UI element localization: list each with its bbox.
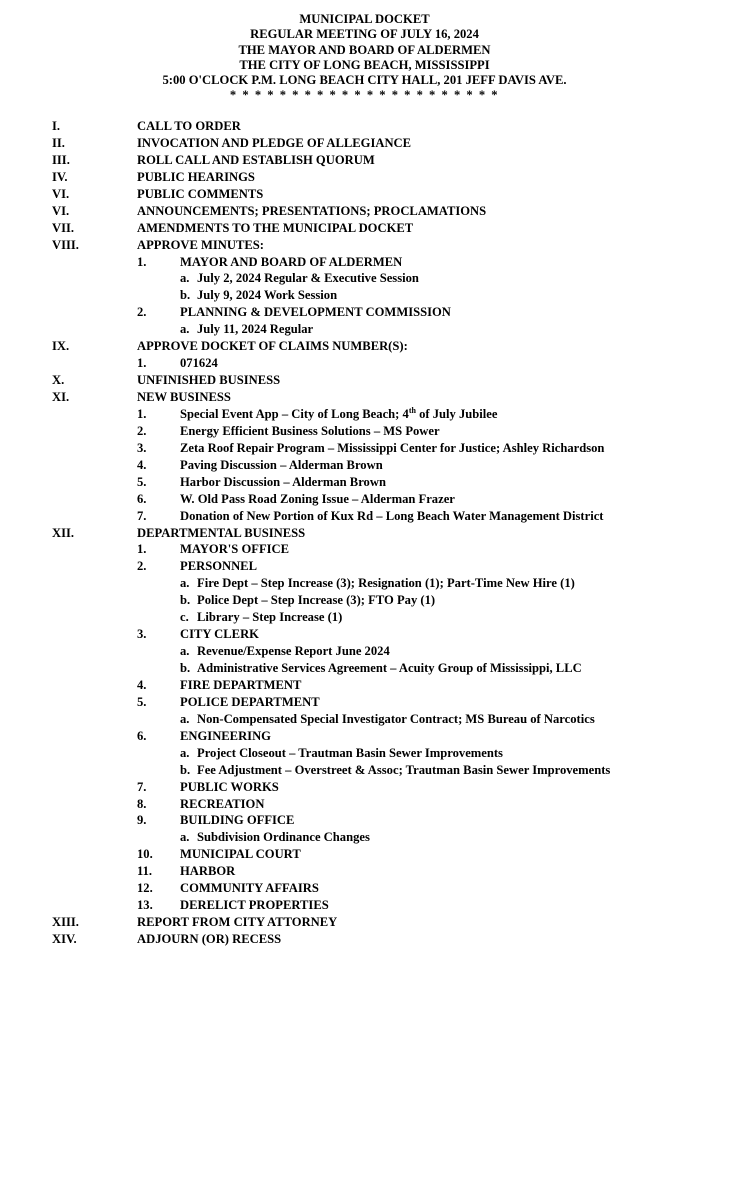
agenda-item <box>0 745 729 762</box>
agenda-item-text: CALL TO ORDER <box>137 119 241 133</box>
agenda-item-text: INVOCATION AND PLEDGE OF ALLEGIANCE <box>137 135 412 150</box>
agenda-item-text: ADJOURN (OR) RECESS <box>137 932 282 946</box>
agenda-item-number: 7. <box>137 508 147 523</box>
agenda-item-text-part: of July Jubilee <box>415 406 498 421</box>
agenda-item-number: XI. <box>52 390 70 404</box>
agenda-item-text: MAYOR AND BOARD OF ALDERMEN <box>180 254 403 269</box>
agenda-item <box>0 779 729 796</box>
agenda-item-text: ANNOUNCEMENTS; PRESENTATIONS; PROCLAMATIONS <box>137 203 487 218</box>
agenda-item-text: BUILDING OFFICE <box>180 813 295 828</box>
agenda-item-number: 3. <box>137 627 147 642</box>
agenda-item-number: 4. <box>137 457 147 472</box>
agenda-item-text: Subdivision Ordinance Changes <box>197 830 370 845</box>
agenda-item-number: 6. <box>137 728 147 743</box>
agenda-item <box>0 525 729 542</box>
agenda-item-number: 4. <box>137 677 147 692</box>
agenda-item-number: VII. <box>52 220 75 235</box>
agenda-item-number: 7. <box>137 779 147 794</box>
agenda-item <box>0 829 729 846</box>
agenda-item-number: b. <box>180 288 191 303</box>
agenda-item <box>0 203 729 220</box>
agenda-item <box>0 863 729 880</box>
header-meeting: REGULAR MEETING OF JULY 16, 2024 <box>250 27 479 42</box>
agenda-item-text: Harbor Discussion – Alderman Brown <box>180 474 386 489</box>
agenda-item-number: VI. <box>52 203 70 218</box>
agenda-item <box>0 897 729 914</box>
agenda-item <box>0 287 729 304</box>
agenda-item-number: a. <box>180 711 190 726</box>
agenda-item <box>0 880 729 897</box>
agenda-item <box>0 304 729 321</box>
agenda-item-number: 11. <box>137 864 153 879</box>
agenda-item-number: a. <box>180 644 190 659</box>
header-board: THE MAYOR AND BOARD OF ALDERMEN <box>238 42 491 57</box>
agenda-item <box>0 237 729 254</box>
agenda-item <box>0 152 729 169</box>
header-title: MUNICIPAL DOCKET <box>299 12 430 26</box>
agenda-item-number: X. <box>52 373 65 388</box>
agenda-item-number: 1. <box>137 406 147 421</box>
agenda-item-number: 2. <box>137 423 147 438</box>
ordinal-superscript: th <box>408 405 416 415</box>
agenda-item-text: July 2, 2024 Regular & Executive Session <box>197 271 419 286</box>
agenda-item-number: 9. <box>137 813 147 828</box>
agenda-item <box>0 389 729 406</box>
agenda-item <box>0 474 729 491</box>
agenda-item <box>0 440 729 457</box>
agenda-item-number: b. <box>180 661 191 675</box>
agenda-item-text: 071624 <box>180 356 218 371</box>
docket-header <box>0 12 729 104</box>
agenda-item <box>0 812 729 829</box>
agenda-item-text: July 11, 2024 Regular <box>197 322 314 337</box>
agenda-item-number: 3. <box>137 440 147 455</box>
agenda-item-text: Fee Adjustment – Overstreet & Assoc; Trautman Basin Sewer Improvements <box>197 762 611 777</box>
agenda-item-number: a. <box>180 576 190 591</box>
agenda-item-number: VI. <box>52 186 70 201</box>
agenda-item-text: REPORT FROM CITY ATTORNEY <box>137 915 338 930</box>
agenda-item-text: COMMUNITY AFFAIRS <box>180 881 319 896</box>
header-city: THE CITY OF LONG BEACH, MISSISSIPPI <box>239 57 490 72</box>
agenda-item-text: Donation of New Portion of Kux Rd – Long Beach Water Management District <box>180 508 604 523</box>
agenda-item-number: a. <box>180 322 190 337</box>
agenda-item-text: PUBLIC HEARINGS <box>137 169 255 184</box>
agenda-item-text: NEW BUSINESS <box>137 390 231 404</box>
agenda-item-number: IX. <box>52 339 70 354</box>
agenda-item-number: III. <box>52 152 70 167</box>
agenda-item-text: RECREATION <box>180 796 265 811</box>
agenda-item <box>0 677 729 694</box>
agenda-item-text: FIRE DEPARTMENT <box>180 677 302 692</box>
agenda-item-text: PUBLIC COMMENTS <box>137 186 264 201</box>
agenda-item-text: Energy Efficient Business Solutions – MS Power <box>180 423 440 438</box>
agenda-item-text: Administrative Services Agreement – Acuity Group of Mississippi, LLC <box>197 661 582 675</box>
agenda-item-number: b. <box>180 593 191 608</box>
agenda-item <box>0 491 729 508</box>
agenda-item <box>0 220 729 237</box>
agenda-item-number: II. <box>52 135 65 150</box>
agenda-item-text: Project Closeout – Trautman Basin Sewer Improvements <box>197 745 503 760</box>
agenda-item-text: PLANNING & DEVELOPMENT COMMISSION <box>180 305 451 320</box>
agenda-item-text: ENGINEERING <box>180 728 271 743</box>
agenda-item-number: 1. <box>137 356 147 371</box>
agenda-item <box>0 694 729 711</box>
agenda-item-number: VIII. <box>52 237 79 252</box>
agenda-item <box>0 796 729 813</box>
header-time-location: 5:00 O'CLOCK P.M. LONG BEACH CITY HALL, 201 JEFF DAVIS AVE. <box>162 73 567 88</box>
agenda-item-text: ROLL CALL AND ESTABLISH QUORUM <box>137 152 375 167</box>
agenda-item-number: XIV. <box>52 932 77 946</box>
agenda-item-text: Paving Discussion – Alderman Brown <box>180 457 383 472</box>
agenda-item <box>0 169 729 186</box>
agenda-item-number: 8. <box>137 796 147 811</box>
agenda-item-text: UNFINISHED BUSINESS <box>137 373 281 388</box>
agenda-item <box>0 355 729 372</box>
agenda-item <box>0 541 729 558</box>
agenda-item <box>0 592 729 609</box>
agenda-item-text: MAYOR'S OFFICE <box>180 542 290 557</box>
agenda-item-text: Library – Step Increase (1) <box>197 610 343 625</box>
agenda-item-text: DEPARTMENTAL BUSINESS <box>137 525 306 540</box>
agenda-item-number: 2. <box>137 559 147 574</box>
agenda-item-text: APPROVE DOCKET OF CLAIMS NUMBER(S): <box>137 339 408 354</box>
agenda-item-text: HARBOR <box>180 864 236 879</box>
agenda-item <box>0 508 729 525</box>
agenda-item <box>0 135 729 152</box>
agenda-item-text: Zeta Roof Repair Program – Mississippi Center for Justice; Ashley Richardson <box>180 440 605 455</box>
agenda-item-text: AMENDMENTS TO THE MUNICIPAL DOCKET <box>137 220 414 235</box>
agenda-item <box>0 626 729 643</box>
agenda-item-text: PERSONNEL <box>180 559 257 574</box>
agenda-item <box>0 423 729 440</box>
agenda-item-number: b. <box>180 762 191 777</box>
agenda-item <box>0 660 729 677</box>
agenda-item <box>0 931 729 948</box>
agenda-item-text: Fire Dept – Step Increase (3); Resignation (1); Part-Time New Hire (1) <box>197 576 575 591</box>
agenda-item-text: Revenue/Expense Report June 2024 <box>197 644 390 659</box>
agenda-item-text: W. Old Pass Road Zoning Issue – Alderman Frazer <box>180 491 455 506</box>
agenda-item-text: July 9, 2024 Work Session <box>197 288 338 303</box>
agenda-item <box>0 254 729 271</box>
agenda-item <box>0 609 729 626</box>
agenda-list <box>0 118 729 948</box>
agenda-item-number: c. <box>180 610 189 625</box>
agenda-item-text <box>180 406 497 423</box>
agenda-item-text: POLICE DEPARTMENT <box>180 694 320 709</box>
agenda-item-number: 1. <box>137 542 147 557</box>
agenda-item <box>0 118 729 135</box>
agenda-item-text: Police Dept – Step Increase (3); FTO Pay (1) <box>197 593 436 608</box>
agenda-item-number: I. <box>52 119 61 133</box>
agenda-item-number: XII. <box>52 525 75 540</box>
agenda-item-number: 6. <box>137 491 147 506</box>
agenda-item-text: CITY CLERK <box>180 627 259 642</box>
agenda-item-number: 10. <box>137 847 153 862</box>
agenda-item-number: 1. <box>137 254 147 269</box>
agenda-item <box>0 762 729 779</box>
agenda-item <box>0 575 729 592</box>
agenda-item <box>0 558 729 575</box>
agenda-item-text: MUNICIPAL COURT <box>180 847 301 862</box>
agenda-item <box>0 186 729 203</box>
agenda-item-text: APPROVE MINUTES: <box>137 237 264 252</box>
agenda-item-number: 13. <box>137 898 153 913</box>
agenda-item-text: PUBLIC WORKS <box>180 779 279 794</box>
agenda-item-text-part: Special Event App – City of Long Beach; 4 <box>180 406 409 421</box>
agenda-item <box>0 406 729 423</box>
agenda-item <box>0 914 729 931</box>
header-separator: * * * * * * * * * * * * * * * * * * * * * * <box>229 88 500 103</box>
agenda-item <box>0 321 729 338</box>
agenda-item <box>0 711 729 728</box>
agenda-item-text: Non-Compensated Special Investigator Contract; MS Bureau of Narcotics <box>197 711 595 726</box>
agenda-item <box>0 338 729 355</box>
agenda-item-number: XIII. <box>52 915 79 930</box>
agenda-item-number: 12. <box>137 881 153 896</box>
agenda-item-number: 5. <box>137 694 147 709</box>
agenda-item-number: 2. <box>137 305 147 320</box>
agenda-item-number: a. <box>180 830 190 845</box>
agenda-item <box>0 728 729 745</box>
agenda-item-number: 5. <box>137 474 147 489</box>
agenda-item <box>0 643 729 660</box>
agenda-item <box>0 270 729 287</box>
agenda-item <box>0 846 729 863</box>
agenda-item-text: DERELICT PROPERTIES <box>180 898 329 913</box>
agenda-item-number: IV. <box>52 169 68 184</box>
agenda-item <box>0 457 729 474</box>
agenda-item <box>0 372 729 389</box>
agenda-item-number: a. <box>180 745 190 760</box>
agenda-item-number: a. <box>180 271 190 286</box>
